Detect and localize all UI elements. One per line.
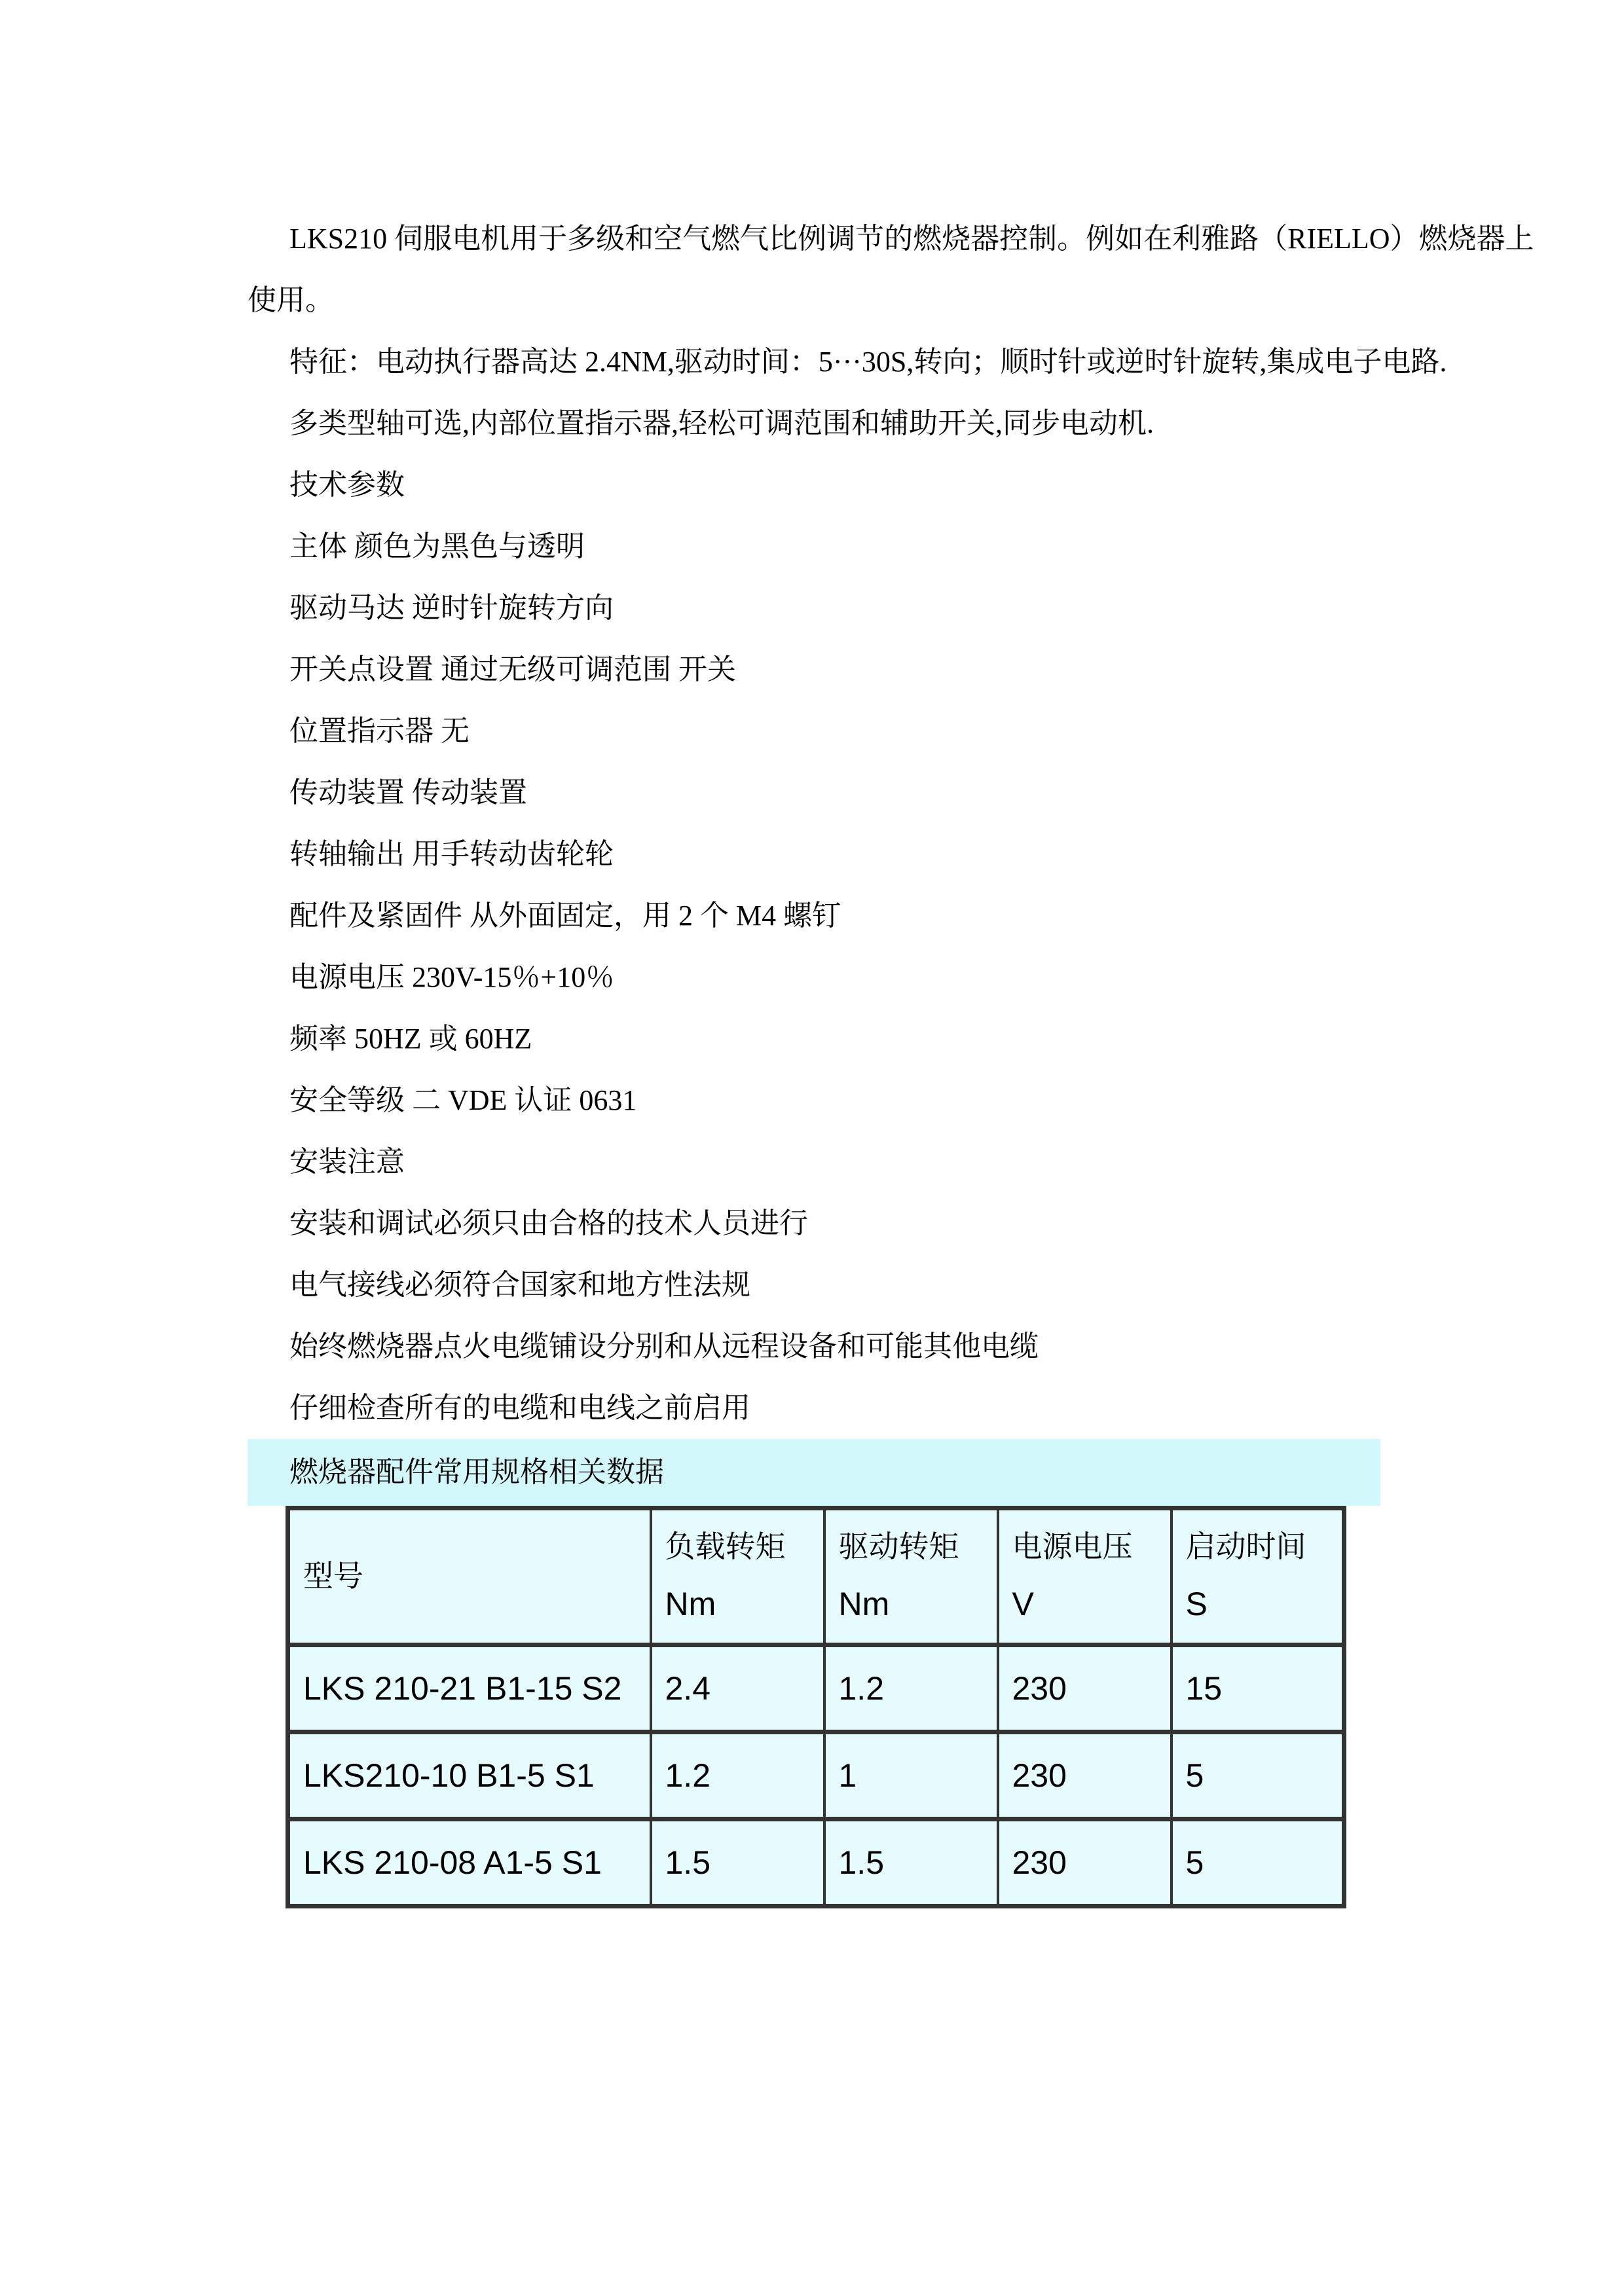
- paragraph-line: 电气接线必须符合国家和地方性法规: [289, 1269, 750, 1301]
- paragraph-line: 开关点设置 通过无级可调范围 开关: [289, 653, 736, 685]
- column-header-label: 启动时间: [1185, 1530, 1306, 1564]
- paragraph-line: 特征：电动执行器高达 2.4NM,驱动时间：5···30S,转向；顺时针或逆时针旋转,集成电子电路.: [289, 346, 1447, 378]
- paragraph-line: 电源电压 230V-15％+10％: [289, 961, 615, 993]
- document-body: [248, 208, 1534, 1908]
- column-header-unit: Nm: [838, 1585, 890, 1622]
- table-row: [288, 1645, 1344, 1732]
- paragraph-line: 主体 颜色为黑色与透明: [289, 530, 585, 562]
- column-header-cell: [651, 1508, 824, 1645]
- paragraph-line: 转轴输出 用手转动齿轮轮: [289, 838, 614, 870]
- column-header-unit: S: [1185, 1585, 1208, 1622]
- column-header-label: 型号: [303, 1559, 363, 1593]
- paragraph-line: 多类型轴可选,内部位置指示器,轻松可调范围和辅助开关,同步电动机.: [289, 407, 1154, 439]
- model-cell: LKS 210-21 B1-15 S2: [288, 1645, 651, 1732]
- model-cell: LKS210-10 B1-5 S1: [288, 1732, 651, 1819]
- paragraph-line: 传动装置 传动装置: [289, 776, 527, 809]
- paragraph-line: 始终燃烧器点火电缆铺设分别和从远程设备和可能其他电缆: [289, 1330, 1039, 1362]
- value-cell: 1.5: [824, 1819, 998, 1906]
- paragraph-line: 技术参数: [289, 469, 405, 501]
- paragraph-line: 安全等级 二 VDE 认证 0631: [289, 1084, 637, 1116]
- column-header-label: 电源电压: [1012, 1530, 1133, 1564]
- value-cell: 1.5: [651, 1819, 824, 1906]
- column-header-cell: [824, 1508, 998, 1645]
- column-header-label: 驱动转矩: [838, 1530, 959, 1564]
- paragraph-line: 驱动马达 逆时针旋转方向: [289, 592, 614, 624]
- model-cell: LKS 210-08 A1-5 S1: [288, 1819, 651, 1906]
- table-header-row: [288, 1508, 1344, 1645]
- value-cell: 230: [998, 1645, 1172, 1732]
- table-row: [288, 1732, 1344, 1819]
- column-header-cell: [1172, 1508, 1344, 1645]
- value-cell: 1.2: [651, 1732, 824, 1819]
- column-header-cell: [288, 1508, 651, 1645]
- column-header-unit: V: [1012, 1585, 1034, 1622]
- value-cell: 230: [998, 1819, 1172, 1906]
- paragraph-line: LKS210 伺服电机用于多级和空气燃气比例调节的燃烧器控制。例如在利雅路（RIELLO）燃烧器上: [289, 223, 1534, 255]
- value-cell: 15: [1172, 1645, 1344, 1732]
- value-cell: 230: [998, 1732, 1172, 1819]
- value-cell: 1: [824, 1732, 998, 1819]
- paragraph-line: 仔细检查所有的电缆和电线之前启用: [289, 1392, 750, 1424]
- paragraph-line: 使用。: [248, 284, 334, 316]
- paragraph-line: 安装和调试必须只由合格的技术人员进行: [289, 1207, 808, 1239]
- spec-table-body: [288, 1645, 1344, 1906]
- column-header-unit: Nm: [665, 1585, 716, 1622]
- column-header-cell: [998, 1508, 1172, 1645]
- value-cell: 5: [1172, 1732, 1344, 1819]
- paragraph-line: 安装注意: [289, 1146, 405, 1178]
- value-cell: 2.4: [651, 1645, 824, 1732]
- section-heading: 燃烧器配件常用规格相关数据: [248, 1439, 1380, 1506]
- spec-table-header: [288, 1508, 1344, 1645]
- table-row: [288, 1819, 1344, 1906]
- paragraph-line: 配件及紧固件 从外面固定，用 2 个 M4 螺钉: [289, 900, 841, 932]
- value-cell: 1.2: [824, 1645, 998, 1732]
- paragraph-line: 频率 50HZ 或 60HZ: [289, 1023, 532, 1055]
- paragraph-line: 位置指示器 无: [289, 715, 470, 747]
- value-cell: 5: [1172, 1819, 1344, 1906]
- spec-table: [286, 1506, 1346, 1908]
- column-header-label: 负载转矩: [665, 1530, 786, 1564]
